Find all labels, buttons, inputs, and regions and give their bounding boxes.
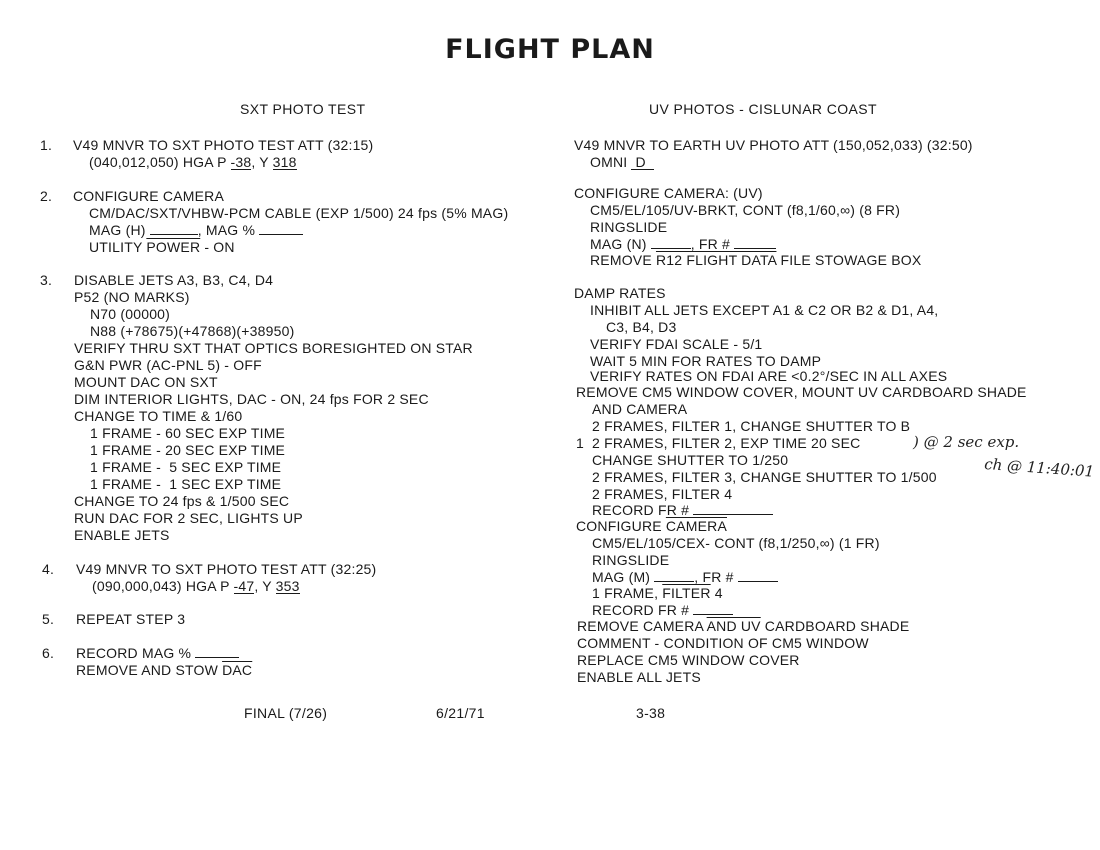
frame-number-blank xyxy=(738,569,778,582)
step-line: MAG (N) , FR # xyxy=(590,236,776,253)
step-line: CONFIGURE CAMERA xyxy=(576,518,727,534)
step-line: RECORD MAG % xyxy=(76,645,239,662)
step-line: REMOVE CM5 WINDOW COVER, MOUNT UV CARDBOARD SHADE xyxy=(576,384,1027,400)
mag-percent-blank xyxy=(259,222,303,235)
handwritten-note: ) @ 2 sec exp. xyxy=(913,433,1020,451)
step-line: CM5/EL/105/UV-BRKT, CONT (f8,1/60,∞) (8 FR) xyxy=(590,202,901,218)
step-line: 2 FRAMES, FILTER 2, EXP TIME 20 SEC xyxy=(592,435,861,451)
frame-number-blank xyxy=(693,502,773,515)
step-line: MAG (M) , FR # xyxy=(592,569,778,586)
right-column-header: UV PHOTOS - CISLUNAR COAST xyxy=(649,101,877,117)
handwritten-note: ch @ 11:40:01 xyxy=(983,455,1095,481)
step-line: CM5/EL/105/CEX- CONT (f8,1/250,∞) (1 FR) xyxy=(592,535,880,551)
hga-pitch-value: -38 xyxy=(230,154,252,170)
step-number: 6. xyxy=(42,645,55,661)
step-line: UTILITY POWER - ON xyxy=(89,239,235,255)
step-line: P52 (NO MARKS) xyxy=(74,289,190,305)
step-line: VERIFY FDAI SCALE - 5/1 xyxy=(590,336,763,352)
omni-value: D xyxy=(631,155,653,170)
step-line: 1 FRAME - 1 SEC EXP TIME xyxy=(90,476,282,492)
step-line: N88 (+78675)(+47868)(+38950) xyxy=(90,323,295,339)
step-line: CONFIGURE CAMERA: (UV) xyxy=(574,185,763,201)
step-line: DAMP RATES xyxy=(574,285,666,301)
step-line: INHIBIT ALL JETS EXCEPT A1 & C2 OR B2 & D1, A4, xyxy=(590,302,939,318)
step-line: V49 MNVR TO SXT PHOTO TEST ATT (32:15) xyxy=(73,137,374,153)
hga-yaw-value: 318 xyxy=(272,154,297,170)
step-line: DISABLE JETS A3, B3, C4, D4 xyxy=(74,272,274,288)
step-number: 4. xyxy=(42,561,55,577)
step-line: RINGSLIDE xyxy=(592,552,670,568)
step-line: C3, B4, D3 xyxy=(606,319,677,335)
step-line: ENABLE ALL JETS xyxy=(577,669,701,685)
step-line: REPLACE CM5 WINDOW COVER xyxy=(577,652,800,668)
step-line: RECORD FR # xyxy=(592,602,733,619)
step-line: CONFIGURE CAMERA xyxy=(73,188,224,204)
step-line: CHANGE TO 24 fps & 1/500 SEC xyxy=(74,493,290,509)
step-line: COMMENT - CONDITION OF CM5 WINDOW xyxy=(577,635,869,651)
step-line: (040,012,050) HGA P -38, Y 318 xyxy=(89,154,297,170)
mag-m-blank xyxy=(654,569,694,582)
footer-date: 6/21/71 xyxy=(436,705,485,721)
step-line: WAIT 5 MIN FOR RATES TO DAMP xyxy=(590,353,822,369)
step-number: 1. xyxy=(40,137,53,153)
step-line: REMOVE R12 FLIGHT DATA FILE STOWAGE BOX xyxy=(590,252,922,268)
footer-status: FINAL (7/26) xyxy=(244,705,328,721)
hga-yaw-value: 353 xyxy=(275,578,300,594)
step-line: 1 FRAME - 60 SEC EXP TIME xyxy=(90,425,286,441)
step-line: OMNI D xyxy=(590,154,654,171)
hga-pitch-value: -47 xyxy=(233,578,255,594)
step-line: 2 FRAMES, FILTER 3, CHANGE SHUTTER TO 1/500 xyxy=(592,469,937,485)
frame-number-blank xyxy=(693,602,733,615)
step-line: RECORD FR # xyxy=(592,502,773,519)
page-title: FLIGHT PLAN xyxy=(445,34,655,65)
step-line: ENABLE JETS xyxy=(74,527,170,543)
step-line: REMOVE AND STOW $\overline{DAC}$ xyxy=(76,662,253,678)
step-line: 2 FRAMES, FILTER 1, CHANGE SHUTTER TO B xyxy=(592,418,911,434)
step-line: V49 MNVR TO SXT PHOTO TEST ATT (32:25) xyxy=(76,561,377,577)
step-number: 2. xyxy=(40,188,53,204)
frame-number-blank xyxy=(734,236,776,249)
step-line: CHANGE TO TIME & 1/60 xyxy=(74,408,243,424)
mag-h-blank xyxy=(150,222,198,235)
step-line: (090,000,043) HGA P -47, Y 353 xyxy=(92,578,300,594)
step-line: 2 FRAMES, FILTER 4 xyxy=(592,486,733,502)
step-line: REPEAT STEP 3 xyxy=(76,611,186,627)
step-line: RUN DAC FOR 2 SEC, LIGHTS UP xyxy=(74,510,303,526)
step-line: MOUNT DAC ON SXT xyxy=(74,374,218,390)
step-line: N70 (00000) xyxy=(90,306,171,322)
step-line: VERIFY RATES ON FDAI ARE <0.2°/SEC IN ALL AXES xyxy=(590,368,948,384)
step-number: 5. xyxy=(42,611,55,627)
step-line: CM/DAC/SXT/VHBW-PCM CABLE (EXP 1/500) 24 fps (5% MAG) xyxy=(89,205,509,221)
left-column-header: SXT PHOTO TEST xyxy=(240,101,366,117)
step-line: DIM INTERIOR LIGHTS, DAC - ON, 24 fps FOR 2 SEC xyxy=(74,391,429,407)
step-line: AND CAMERA xyxy=(592,401,688,417)
step-line: G&N PWR (AC-PNL 5) - OFF xyxy=(74,357,262,373)
step-number: 3. xyxy=(40,272,53,288)
step-line: CHANGE SHUTTER TO 1/250 xyxy=(592,452,789,468)
step-line: 1 FRAME, FILTER 4 xyxy=(592,585,723,601)
step-line: VERIFY THRU SXT THAT OPTICS BORESIGHTED ON STAR xyxy=(74,340,473,356)
mag-n-blank xyxy=(651,236,691,249)
step-line: REMOVE CAMERA AND UV CARDBOARD SHADE xyxy=(577,618,910,634)
mag-percent-blank xyxy=(195,645,239,658)
step-line: 1 FRAME - 5 SEC EXP TIME xyxy=(90,459,282,475)
step-line: RINGSLIDE xyxy=(590,219,668,235)
footer-page-number: 3-38 xyxy=(636,705,666,721)
step-line: V49 MNVR TO EARTH UV PHOTO ATT (150,052,033) (32:50) xyxy=(574,137,973,153)
margin-mark: 1 xyxy=(576,435,584,451)
step-line: 1 FRAME - 20 SEC EXP TIME xyxy=(90,442,286,458)
step-line: MAG (H) , MAG % xyxy=(89,222,303,239)
